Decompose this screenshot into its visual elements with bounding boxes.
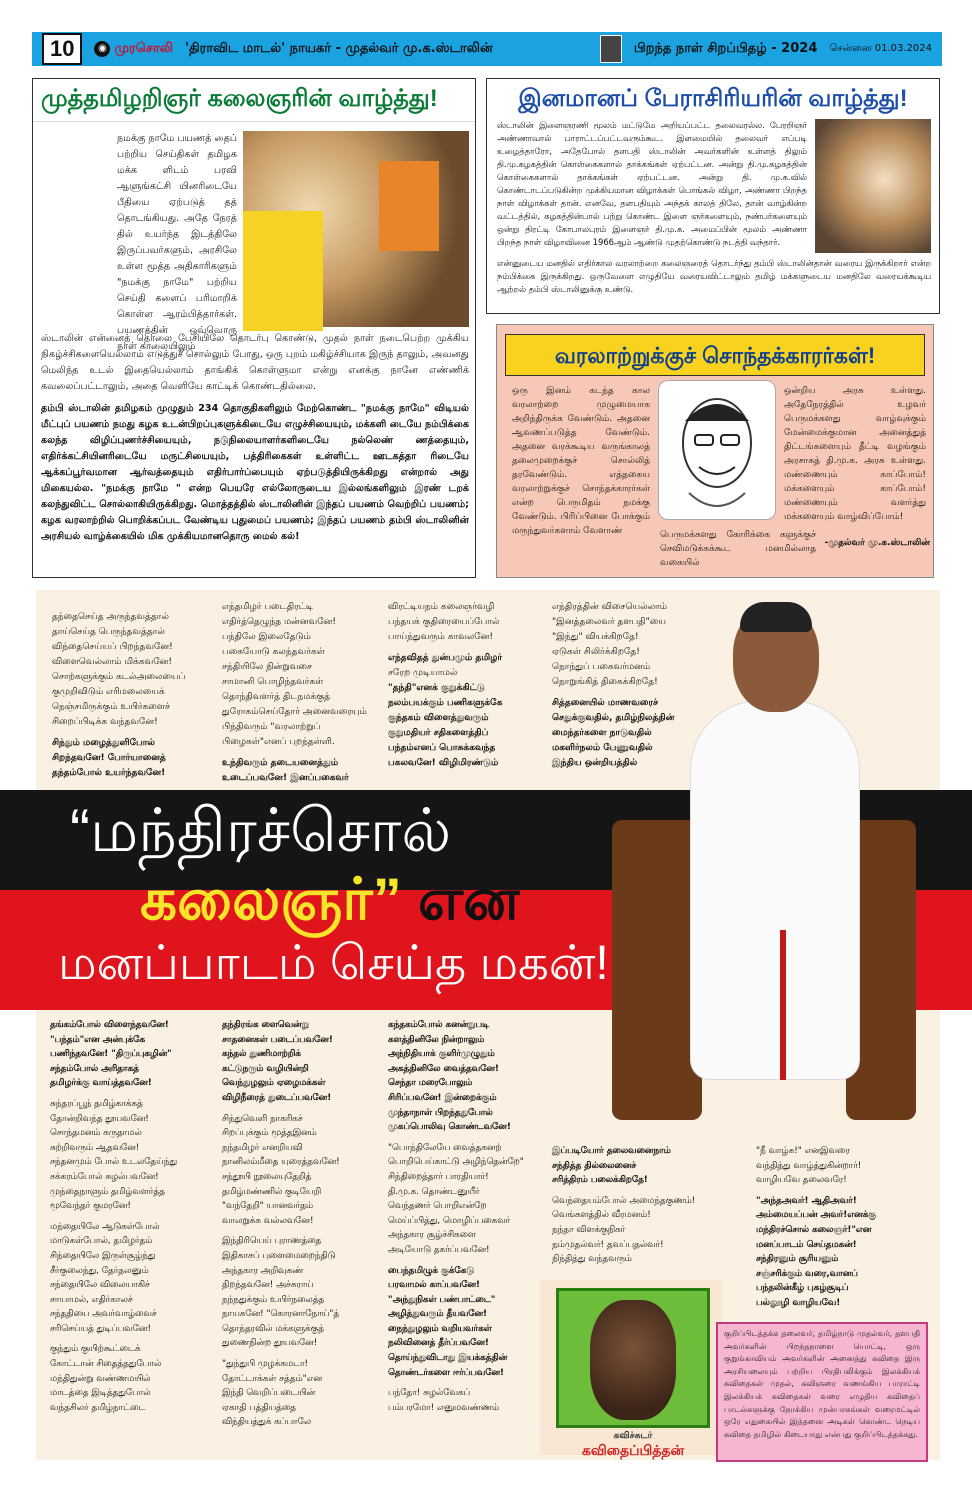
headline-ena: என [417,867,520,932]
poem-line: செந்தா மரைபோலும் [388,1078,473,1089]
poet-name: கவிதைப்பித்தன் [581,1442,685,1458]
poem-line: நானிலம்மீதை யுரைத்தவனே! [222,1157,340,1168]
poem-line: மந்தையிலே ஆடுகள்போல் [50,1221,160,1232]
poem-line: நைந்துழலும் வறியவர்கள் [388,1323,492,1334]
dhoti-border [780,930,786,1080]
article-paragraph-2: என்னுடைய மனதில் எதிர்கால வரலாற்றை கலைஞரைத் தொடர்ந்து தம்பி ஸ்டாலின்தான் வரைய இருக்கிறார் என்ற நம்பிக்கை இருக்கிறது. ஒருவேளை எழுதியே வரையவிட்டாலும் தமிழ் மக்களுடைய மனதிலே வரையக்கூடிய ஆற்றல் தம்பி ஸ்டாலினுக்கு உண்டு. [497,258,931,294]
poem-line: சஞ்சரிக்கும் வரை,வானப் [756,1268,858,1279]
poem-line: தோட்டாக்கள் சத்தம்"என [222,1373,323,1384]
poem-line: முகப்பொலிவு கொண்டவனே! [388,1122,511,1133]
poem-line: விரட்டியநம் கலைஞர்வழி [388,602,495,612]
kalaignar-stalin-photo [243,131,469,327]
kalaignar-wishes-article [32,78,476,578]
poem-line: நொந்துப் பகைவர்மனம் [552,662,651,672]
poem-line: சாமானி பொழிந்தவர்கள் [222,677,324,687]
poem-line: அந்தகார அறிவுகண் [222,1265,304,1276]
poem-line: சொற்களுக்கும் கடல்அலையைப் [52,672,186,682]
poem-line: நாயகனே! "கொரனாநோய்"த் [222,1309,340,1320]
logo-icon: ◉ [94,41,110,57]
poem-line: வெந்தையம்போல் அமைந்தகுணம்! [552,1195,696,1206]
poem-line: சித்தனையில் மாணவரைச் [552,698,659,708]
poem-line: சரிசெய்யத் துடிப்பவனே! [50,1323,151,1334]
headline-line-3: மனப்பாடம் செய்த மகன்! [58,937,609,990]
poem-line: இதிகாசப் புளைமைறைந்திடு [222,1250,336,1261]
poem-line: சுற்றிவரும் ஆதவனே! [50,1142,140,1153]
page-number: 10 [42,33,82,65]
poem-line: "தந்தி"எனக் குறுக்கிட்டு [388,683,485,693]
poem-line: சாதனைகள் படைப்பவனே! [222,1034,333,1045]
poem-line: இந்திரியெய் புராணத்தை [222,1236,322,1247]
poem-line: பந்தயக் குதிரையைப்போல் [388,617,500,627]
poem-line: தந்தம்போல் உயர்ந்தவனே! [52,768,166,778]
poem-line: எந்தவிதத் துன்பமும் தமிழர் [388,653,503,663]
poem-line: விந்தியத்துக் கப்பாலே [222,1417,312,1428]
poem-line: சிறப்புக்கும் மூத்தஇனம் [222,1128,317,1139]
poem-line: எதிர்த்தெழுந்த மன்னவனே! [222,617,336,627]
chair-left [612,820,702,1120]
poem-line: சரேற முடியாமல் [388,668,458,678]
poem-line: மகளிர்நலம் பேணுவதில் [552,743,653,753]
poem-line: துணைநின்ற தூயவனே! [222,1338,318,1349]
poem-line: மைந்தர்களை நாடுவதில் [552,728,652,738]
poem-line: இந்தி வெறிப்படையின் [222,1388,316,1399]
poem-line: தொண்டர்களை ஈர்ப்பவனே! [388,1367,505,1378]
poem-line: சாயாமல், எதிர்காலச் [50,1294,133,1305]
poem-line: நெஞ்சமிருக்கும் உயிர்களைச் [52,702,170,712]
poem-line: தோன்றிவந்த தூயவனே! [50,1113,149,1124]
poem-line: முந்தைநாளும் தமிழ்வளர்த்த [50,1186,165,1197]
poem-line: பந்தம்எனப் பொசுக்கவந்த [388,743,496,753]
poem-line: அழித்துவரும் தீயவனே! [388,1309,487,1320]
poem-line: வந்தித்து வாழ்த்துகின்றார்! [756,1160,862,1171]
poem-line: செதுக்குவதில், தமிழ்நிலத்தின் [552,713,675,723]
poem-line: உந்திவரும் தடையனைத்தும் [222,758,339,768]
poem-line: அந்நிதியாக் குளிர்முழுதும் [388,1049,495,1060]
poem-line: தந்திரங்க ளைவென்று [222,1020,309,1030]
poem-line: கந்தகம்போல் கனன்றுபடி [388,1020,490,1030]
poet-face [590,1300,676,1420]
poem-line: வெந்தணர் பொறிஎன்றே [388,1201,487,1212]
poem-line: தாய்செய்த பெருந்தவத்தால் [52,627,165,637]
poem-line: சக்கரம்போல் சுழல்பவனே! [50,1171,159,1182]
poem-line: ஏகாதி பத்தியத்தை [222,1402,296,1413]
poem-line: எந்திரத்தின் விசையெல்லாம் [552,602,667,612]
poem-bottom-col-2 [222,1018,382,1430]
poem-line: நலம்பயக்கும் பணிகளுக்கே [388,698,503,708]
poem-line: அடியோடு தகர்ப்பவனே! [388,1244,490,1255]
poem-line: "பொந்திலேயே வைத்தகனற் [388,1142,502,1153]
history-left-col: ஒரு இனம் கடந்த கால வரலாற்றை முழுமையாக அறிந்திருக்க வேண்டும். அதனை ஆவணப்படுத்த வேண்டும். அதனை வரக்கூடிய வருங்காலத் தலைமுறைக்குச் சொல்லித் தரவேண்டும். எத்தகைய வரலாற்றுக்குச் சொந்தக்காரர்கள் என்ற பெருமிதம் நமக்கு வேண்டும். பிரிப்பினை போக்கும் மருந்துவர்களாம் வேளாண் [512,386,650,536]
poem-line: நிந்தித்து வந்தவரும் [552,1254,632,1265]
poem-bottom-col-1 [50,1018,220,1415]
poem-line: "இனத்தலைவர் தளபதி"யை [552,617,666,627]
header-date: சென்னை 01.03.2024 [829,43,932,54]
stalin-hair [740,602,812,632]
article-paragraph-1: ஸ்டாலின் என்னைத் தொலை பேசியிலே தொடர்பு கொண்டு, முதல் நாள் நடைபெற்ற முக்கிய நிகழ்ச்சிகளையெல்லாம் எடுத்துச் சொல்லும் போது, ஒரு புறம் மகிழ்ச்சியாக இருந் தாலும், அவனது மெலிந்த உடல் இதையெல்லாம் தாங்கிக் கொள்ளுமா என்று எனக்கு நானே எண்ணிக் கவலைப்பட்டாலும், அதை வெளியே காட்டிக் கொண்டதில்லை. [41,333,469,392]
poem-line: நந்தா விளக்குநிகர் [552,1224,626,1235]
poem-line: வெந்துழலும் ஏழைமக்கள் [222,1078,326,1089]
poem-line: மந்திரச்சொல் கலைஞர்!"என [756,1224,872,1235]
history-right-col: ஒன்றிய அரசு உள்ளது. அதேநேரத்தில் உழவர் பெருமக்களது வாழ்வுக்கும் மேன்மைக்குமான அனைத்துத் திட்டங்களையும் தீட்டி வழங்கும் அரசாகத் தி.மு.க. அரசு உள்ளது. மண்ணையும் காப்போம்! மக்களையும் காப்போம்! மண்ணையும் வளர்த்து மக்களையும் வாழ்விப்போம்! [784,386,926,522]
poem-line: நந்தமிழர் எனறியவி [222,1142,303,1153]
poem-bottom-col-4b [756,1144,932,1311]
poem-line: துரோகம்செய்தோர் அனைவரையும் [222,707,367,717]
header-photo [600,35,622,63]
poem-top-col-1 [52,610,222,781]
history-signature: -முதல்வர் மு.க.ஸ்டாலின் [824,538,930,548]
poem-line: பகையோடு கலந்தவர்கள் [222,647,325,657]
poem-line: தொய்ந்துவிடாது இயக்கத்தின் [388,1353,508,1364]
poem-line: பிந்திவரும் "வரலாற்றுப் [222,722,321,732]
poem-line: "வந்தேறி" யானவர்தம் [222,1201,313,1212]
poem-line: "அந்துநிகள் பண்பாட்டை" [388,1294,496,1305]
poem-line: உடைப்பவனே! இனப்பகைவர் [222,773,349,783]
article-column: நமக்கு நாமே பயணத் தைப் பற்றிய செய்திகள் தமிழக மக்க ளிடம் பரவி ஆளுங்கட்சி யினரிடையே பீதியை ஏற்படுத் தத் தொடங்கியது. அதே நேரத் தில் உயர்ந்த இடத்திலே இருப்பவர்களும், அரசிலே உள்ள மூத்த அதிகாரிகளும் "நமக்கு நாமே" பற்றிய செய்தி களைப் பரிமாறிக் கொள்ள ஆரம்பித்தார்கள். பயணத்தின் ஒவ்வொரு நாள் காலையிலும் [117,133,237,352]
perasiriyar-wishes-article [486,78,940,314]
article-title: இனமானப் பேராசிரியரின் வாழ்த்து! [518,85,908,112]
poem-line: சந்திரனும் சூரியனும் [756,1254,839,1265]
poem-line: சீர்குலைந்து, தேர்தலனும் [50,1265,149,1276]
poem-line: பணிந்தவனே! "திருப்புகழின்" [50,1049,172,1060]
poem-line: "நீ வாழ்க!" எனஇவரை [756,1146,850,1156]
poem-line: தந்தைசெய்த அருந்தவத்தால் [52,612,169,622]
poem-line: விளைவெல்லாம் மிக்கவனே! [52,657,172,667]
poem-line: சந்தனமும் போல் உடலதேய்ந்து [50,1157,177,1168]
page-header [32,32,942,66]
article-title: முத்தமிழறிஞர் கலைஞரின் வாழ்த்து! [33,79,475,122]
poem-line: தொந்திவளர்த் திடநமக்குத் [222,692,330,702]
poem-line: கந்தல் துணிமாற்றிக் [222,1049,301,1060]
poem-line: அகத்தினிலே வைத்தவனே! [388,1063,499,1074]
poem-line: "அந்தஅவர்! ஆதிஅவர்! [756,1195,857,1206]
yellow-shawl [243,211,323,331]
poem-line: பந்தலின்கீழ் புகழ்சூடிப் [756,1283,849,1294]
poem-line: சந்தூயி நூலையுதேறித் [222,1171,312,1182]
poem-line: சிந்துவெளி நாகரிகச் [222,1113,303,1124]
poem-note-text: குறிப்பிடத்தக்க தலைவர், தமிழ்நாடு முதல்வர், தளபதி அவர்களின் பிறந்தநாளை யொட்டி, ஒரு குறுங்காவியம் அவர்களின் அனைத்து கவிதை இரு அரசியலையும் பற்றிய பிரதிபலிக்கும் இலக்கியக் கவிதைகள் முதல், கவிஞரை வணங்கிய பாராட்டி இலக்கியக் கவிதைகள் வரை எழுதிய கவிதைப் பாடல்களுக்கு நோக்கிய முன்பாகங்கள் வரைமட்டில் ஒரே எதுகையில் இத்தனை அடிகள் கொண்ட நெடிய கவிதை தமிழில் கிடையாது என்பது குறிப்பிடத்தக்கது. [724,1329,920,1439]
poem-line: சிறைப்பிடிக்க வந்தவனே! [52,717,158,727]
sketch-face-icon [659,381,775,519]
poem-line: ஏடுகள் சிலிர்க்கிறதே! [552,647,640,657]
poem-line: சந்ததியை அவர்வாழ்வைச் [50,1309,157,1320]
stalin-body [690,700,860,1080]
poem-line: மனப்பாடம் செய்தமகன்! [756,1239,857,1250]
poem-line: அம்மையப்பன் அவர்!எனக்கு [756,1210,877,1221]
article-paragraph-1: ஸ்டாலின் இளைஞரணி மூலம் மட்டுமே அறியப்பட்ட தலைவரல்ல. பேரறிஞர் அண்ணாவால் பாராட்டப்பட்டவரும்கூட. இளமையில் தலைவர் எப்படி உழைத்தாரோ, அதேபோல் தளபதி ஸ்டாலின் அவர்களின் உள்ளத் திலும் தி.மு.கழகத்தின் கொள்கைகளால் தாக்கங்கள் ஏற்பட்டன. அன்று தி.மு.கழகத்தின் கொள்கைகளால் தாக்கங்கள் ஏற்பட்டன. அன்று தி. மு.க.வில் கொண்டாடப்படுகின்ற முக்கியமான விழாக்கள் பொங்கல் விழா, அண்ணா பிறந்த நாள் விழாக்கள் தான். எனவே, தளபதியும் அந்தக் காலத் திலே, தான் வாழ்கின்ற வட்டத்தில், கழகத்தின்பால் பற்று கொண்ட இளை ஞர்களையும், நண்பர்களையும் ஒன்று திரட்டி கோபாலபுரம் இளைஞர் தி.மு.க. அமைப்பின் மூலம் அண்ணா பிறந்த நாள் விழாவினை 1966ஆம் ஆண்டு முதற்கொண்டு நடத்தி வந்தார். [497,120,807,247]
poem-line: நொறுங்கித் திகைக்கிறதே! [552,677,658,687]
poem-line: சந்தித்த தில்லைனைச் [552,1160,637,1171]
perasiriyar-stalin-photo [815,119,931,253]
header-special: பிறந்த நாள் சிறப்பிதழ் - 2024 [633,41,818,56]
poem-line: வாழியவே தலைவரே! [756,1175,847,1186]
poem-line: குமுறிவிடும் எரிமலையைக் [52,687,165,697]
poem-line: சந்தையிலே விலையாகிச் [50,1280,150,1291]
poem-line: தமிழ்மண்ணில் குடியேறி [222,1186,322,1197]
poem-line: குறுமதியர் சதிகளைத்திப் [388,728,489,738]
poem-line: சரித்திரம் பலைக்கிறதே! [552,1175,648,1186]
poem-top-col-4 [552,600,682,771]
poem-line: விழிநீரைத் துடைப்பவனே! [222,1092,332,1103]
poem-line: பரவாமல் காப்பவனே! [388,1280,481,1291]
poem-line: பந்தோ! சுழல்வேகப் [388,1388,471,1399]
poem-line: வாலறுக்க வல்லவனே! [222,1215,314,1226]
poem-line: தமிழர்க்கு வாய்த்தவனே! [50,1078,152,1089]
poem-line: இப்படியோர் தலைவனைநாம் [552,1146,671,1156]
poem-line: பாய்ந்துவரும் காவலனே! [388,632,494,642]
poem-line: "துந்துபி முழக்கமடா! [222,1359,309,1370]
poem-bottom-col-4a [552,1144,712,1267]
poem-line: தங்கம்போல் விளைந்தவனே! [50,1020,169,1030]
poem-line: நம்முதல்வர்! தவப்புதல்வர்! [552,1239,664,1250]
poem-line: கோட்டான் சிதைத்ததுபோல் [50,1359,162,1370]
poem-line: மாடத்தை இடித்ததுபோல் [50,1388,151,1399]
poem-line: சிறந்தவனே! போர்யானைத் [52,753,166,763]
poem-line: அந்தகார சூழ்ச்சிகளை [388,1230,476,1241]
poem-line: விந்தைசெய்யப் பிறந்தவனே! [52,642,173,652]
poem-line: சந்தியிலே நின்றுவசை [222,662,312,672]
history-bottom-text: பெருமக்களது கோரிக்கை களுக்குச் செவிமடுக்கக்கூட மனமில்லாத வகையில் [660,530,816,568]
poem-line: சிரிப்பவனே! இன்றைக்கும் [388,1092,497,1103]
poem-line: திறந்தவனே! அச்சுராய் [222,1280,314,1291]
poem-line: எந்தமிழர் படைதிரட்டி [222,602,314,612]
headline-line-1: “மந்திரச்சொல் [70,797,452,864]
poem-line: மூவேந்தர் குமரனே! [50,1201,131,1212]
poem-line: சொந்தமனம் கருதாமல் [50,1128,142,1139]
poem-line: களத்தினிலே நின்றாலும் [388,1034,485,1045]
poem-line: பிழைகள்"எனப் புறந்தள்ளி. [222,737,335,747]
poem-line: முந்தாநாள் பிறந்ததுபோல் [388,1107,493,1118]
paper-name: முரசொலி [114,41,173,56]
poem-line: வெங்களத்தில் வீரமனம்! [552,1210,651,1221]
orange-shawl [379,161,439,251]
headline-line-2 [140,866,519,941]
poem-line: மெய்ப்பித்து, மொழிப்பகைவர் [388,1215,511,1226]
poem-top-col-3 [388,600,538,771]
poem-line: "பந்தம்"என அன்புக்கே [50,1034,145,1045]
poem-line: நலிவினைத் தீர்ப்பவனே! [388,1338,489,1349]
poem-line: நந்நதுக்கும் உயிர்நலைத்த [222,1294,325,1305]
poem-line: சந்தம்போல் அரிதாகத் [50,1063,139,1074]
poem-note-box [716,1322,928,1462]
header-tagline: 'திராவிட மாடல்' நாயகர் - முதல்வர் மு.க.ஸ்டாலின் [184,41,493,56]
poem-line: "இந்து" வியக்கிறதே! [552,632,639,642]
history-title: வரலாற்றுக்குச் சொந்தக்காரர்கள்! [505,334,925,376]
poem-line: குந்தும் குயிற்கூட்டைக் [50,1344,141,1355]
poem-line: சிந்தும் மழைத்துளிபோல் [52,738,155,748]
poem-line: மந்திதுன்று வண்ணமயில் [50,1373,151,1384]
poem-line: பல்லூழி வாழியவே! [756,1297,841,1308]
poem-line: பொறிபெய்காட்டு அழிந்தென்றே" [388,1157,524,1168]
poem-line: பகலவனே! விழிமிரண்டும் [388,758,499,768]
poet-title: கவிச்சுடர் [613,1430,653,1440]
poem-line: வந்தசிலர் தமிழ்நாட்டை [50,1402,146,1413]
poem-line: பம்பரமோ! எனுமவண்ணம் [388,1402,499,1413]
poem-top-col-2 [222,600,382,786]
poem-line: சுந்தரப்பூந் தமிழ்காக்கத் [50,1098,143,1109]
poem-line: தி.மு.க. தொண்டனுயீர் [388,1186,480,1197]
article-paragraph-2: தம்பி ஸ்டாலின் தமிழகம் முழுதும் 234 தொகுதிகளிலும் மேற்கொண்ட "நமக்கு நாமே" விடியல் மீட்புப் பயணம் நமது கழக உடன்பிறப்புகளுக்கிடையே எழுச்சியையும், மக்களி டையே நம்பிக்கை கலந்த விழிப்புணர்ச்சியையும், நடுநிலையாளர்களிடையே நல்லெண் ணத்தையும், எதிர்க்கட்சியினரிடையே மருட்சியையும், பத்திரிகைகள் உள்ளிட்ட ஊடகத்தா ரிடையே ஆக்கப்பூர்வமான ஆர்வத்தையும் எதிர்பார்ப்பையும் ஏற்படுத்தியிருக்கிறது என்றால் அது மிகையல்ல. "நமக்கு நாமே " என்ற பெயரே எல்லோருடைய இல்லங்களிலும் இரண் டறக் கலந்துவிட்ட சொல்லாகியிருக்கிறது. மொத்தத்தில் ஸ்டாலினின் இந்தப் பயணம் வெற்றிப் பயணம்; கழக வரலாற்றில் பொறிக்கப்பட வேண்டிய புதுமைப் பயணம்; இந்தப் பயணம் தம்பி ஸ்டாலினின் அரசியல் வாழ்க்கையில் மிக முக்கியமானதொரு மைல் கல்! [41,403,469,542]
poem-line: இந்திய ஒன்றியத்தில் [552,758,638,768]
poem-line: பந்திலே இலைதேடும் [222,632,311,642]
poem-line: சிந்தையிலே இருள்சூழ்ந்து [50,1250,156,1261]
poem-bottom-col-3 [388,1018,538,1415]
poem-line: குந்தகம் விளைத்துவரும் [388,713,489,723]
poet-credit [556,1430,710,1461]
poem-line: மாடுகள்போல், தமிழர்தம் [50,1236,153,1247]
poem-line: சிந்திறைத்தார் பாரதியார்! [388,1171,489,1182]
poem-line: தொந்தரவில் மக்களுக்குத் [222,1323,325,1334]
paper-logo [94,41,173,57]
headline-kalaignar: கலைஞர்” [140,867,402,932]
stalin-sketch-illustration [658,380,776,520]
poem-line: பைந்தமிழுக் குக்கேடு [388,1265,475,1276]
poem-line: கட்டுநரும் வழியின்றி [222,1063,309,1074]
